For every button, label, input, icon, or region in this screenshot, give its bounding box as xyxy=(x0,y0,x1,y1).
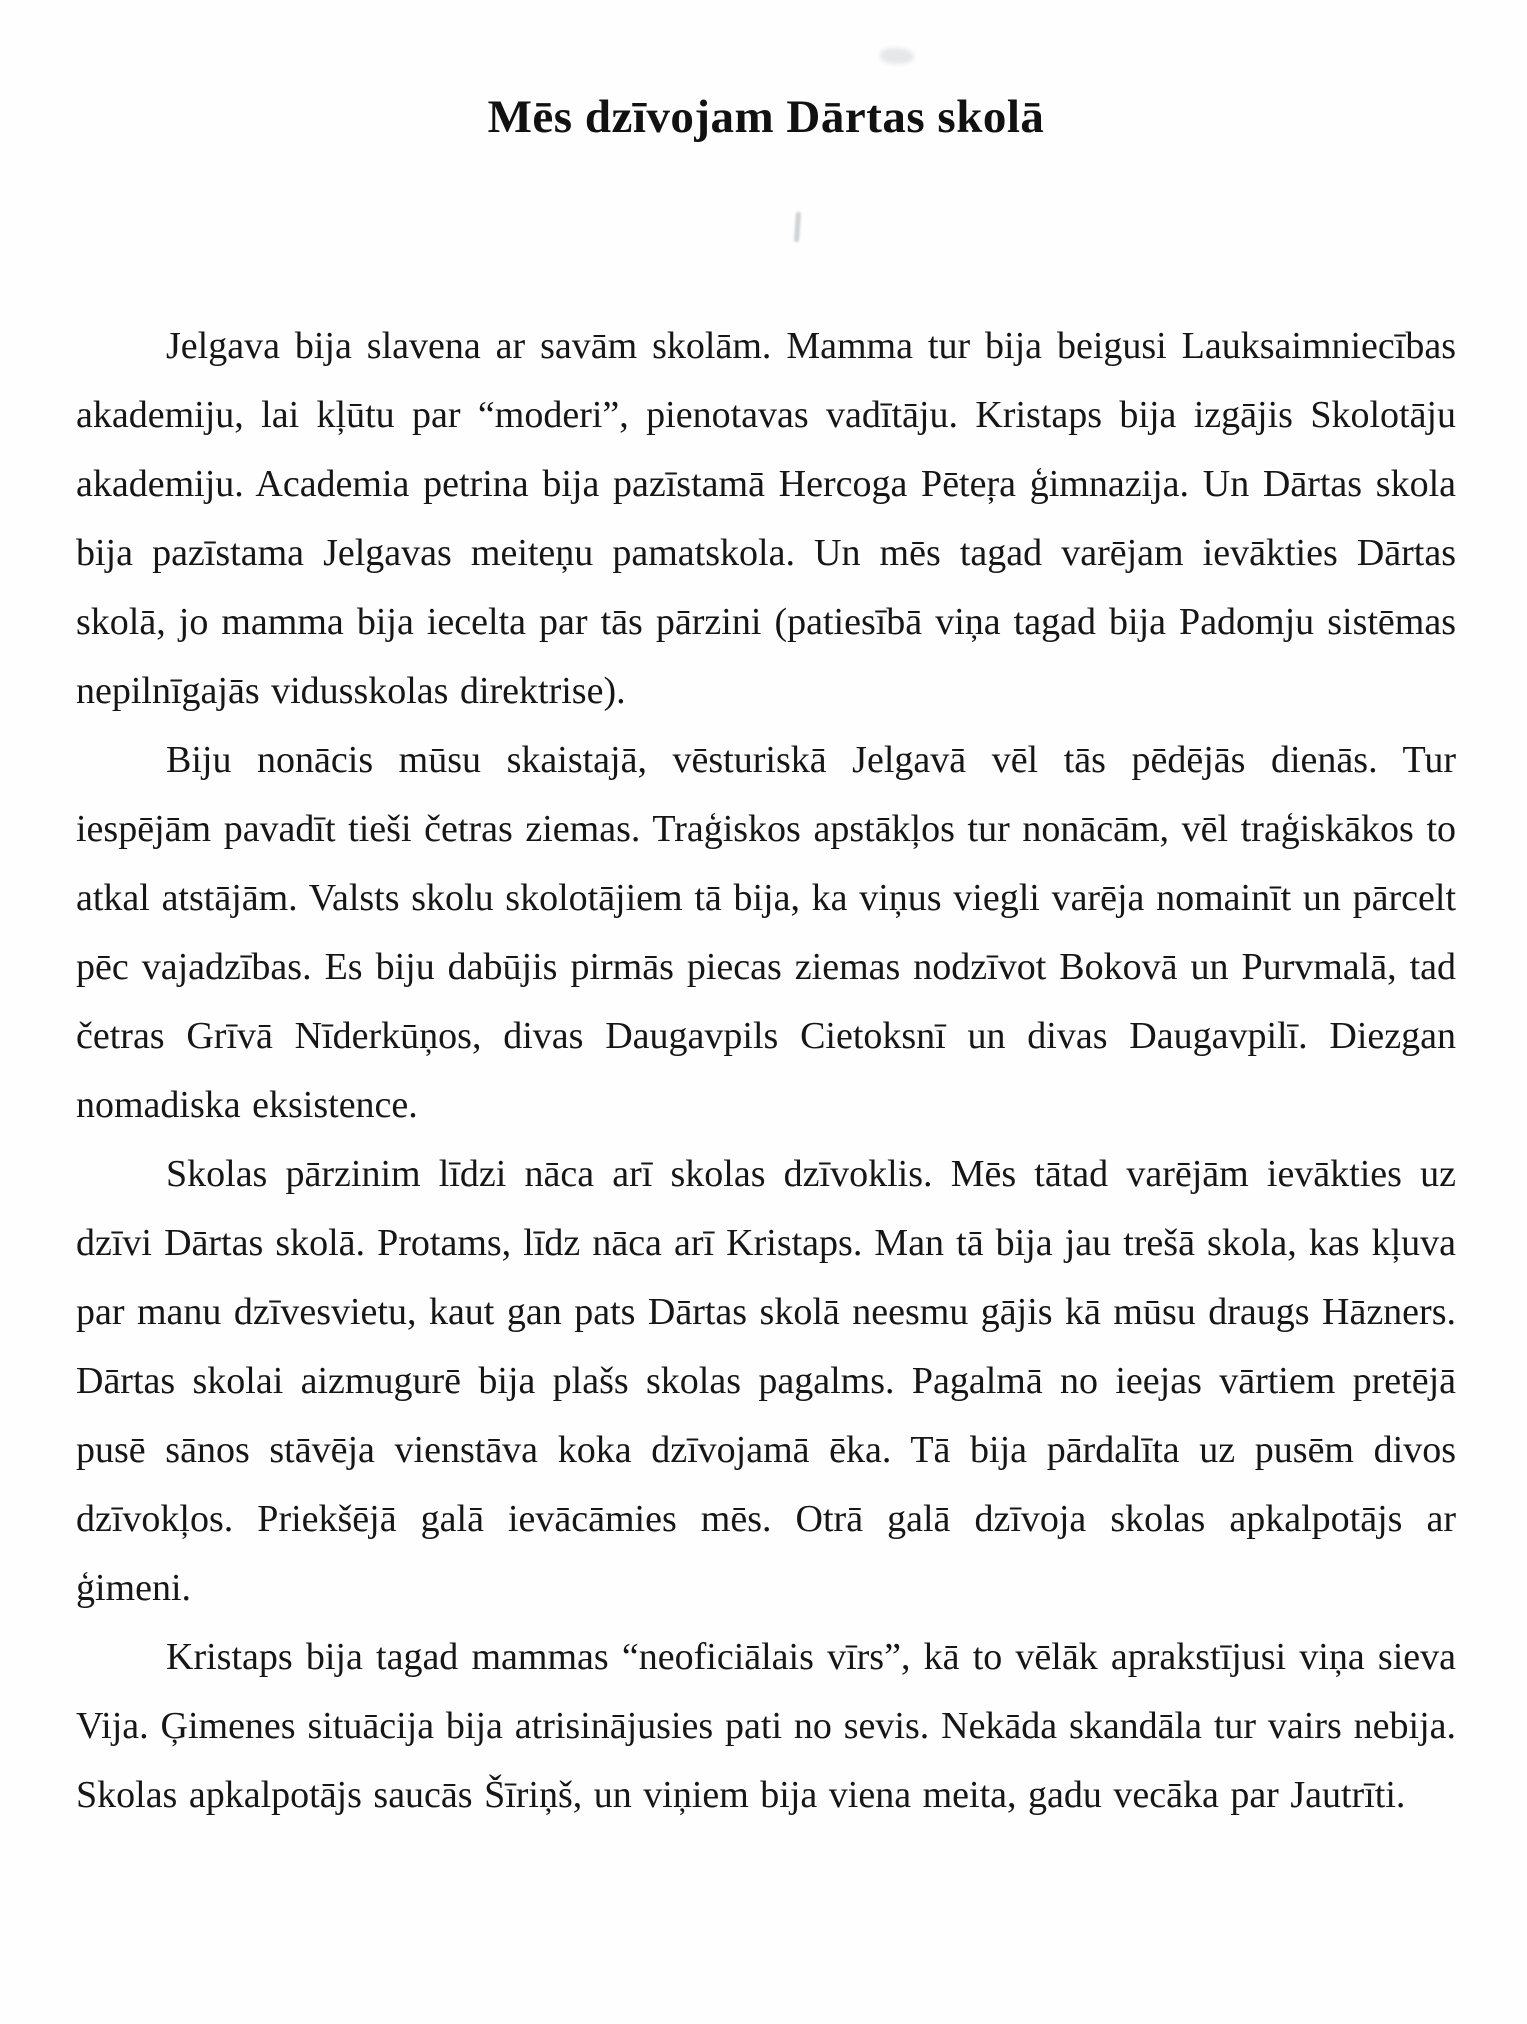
page-title: Mēs dzīvojam Dārtas skolā xyxy=(487,91,1045,143)
paragraph: Jelgava bija slavena ar savām skolām. Mamma tur bija beigusi Lauksaimniecības akademiju, lai kļūtu par “moderi”, pienotavas vadītāju. Kristaps bija izgājis Skolotāju akademiju. Academia petrina bija pazīstamā Hercoga Pēteŗa ģimnazija. Un Dārtas skola bija pazīstama Jelgavas meiteņu pamatskola. Un mēs tagad varējam ievākties Dārtas skolā, jo mamma bija iecelta par tās pārzini (patiesībā viņa tagad bija Padomju sistēmas nepilnīgajās vidusskolas direktrise). xyxy=(76,325,1456,712)
paragraph: Kristaps bija tagad mammas “neoficiālais vīrs”, kā to vēlāk aprakstījusi viņa sieva Vija. Ģimenes situācija bija atrisinājusies pati no sevis. Nekāda skandāla tur vairs nebija. Skolas apkalpotājs saucās Šīriņš, un viņiem bija viena meita, gadu vecāka par Jautrīti. xyxy=(76,1636,1456,1816)
paragraph: Biju nonācis mūsu skaistajā, vēsturiskā Jelgavā vēl tās pēdējās dienās. Tur iespējām pavadīt tieši četras ziemas. Traģiskos apstākļos tur nonācām, vēl traģiskākos to atkal atstājām. Valsts skolu skolotājiem tā bija, ka viņus viegli varēja nomainīt un pārcelt pēc vajadzības. Es biju dabūjis pirmās piecas ziemas nodzīvot Bokovā un Purvmalā, tad četras Grīvā Nīderkūņos, divas Daugavpils Cietoksnī un divas Daugavpilī. Diezgan nomadiska eksistence. xyxy=(76,739,1456,1126)
text-column xyxy=(76,0,1456,1830)
body-text xyxy=(76,312,1456,1830)
paragraph: Skolas pārzinim līdzi nāca arī skolas dzīvoklis. Mēs tātad varējām ievākties uz dzīvi Dārtas skolā. Protams, līdz nāca arī Kristaps. Man tā bija jau trešā skola, kas kļuva par manu dzīvesvietu, kaut gan pats Dārtas skolā neesmu gājis kā mūsu draugs Hāzners. Dārtas skolai aizmugurē bija plašs skolas pagalms. Pagalmā no ieejas vārtiem pretējā pusē sānos stāvēja vienstāva koka dzīvojamā ēka. Tā bija pārdalīta uz pusēm divos dzīvokļos. Priekšējā galā ievācāmies mēs. Otrā galā dzīvoja skolas apkalpotājs ar ģimeni. xyxy=(76,1153,1456,1609)
